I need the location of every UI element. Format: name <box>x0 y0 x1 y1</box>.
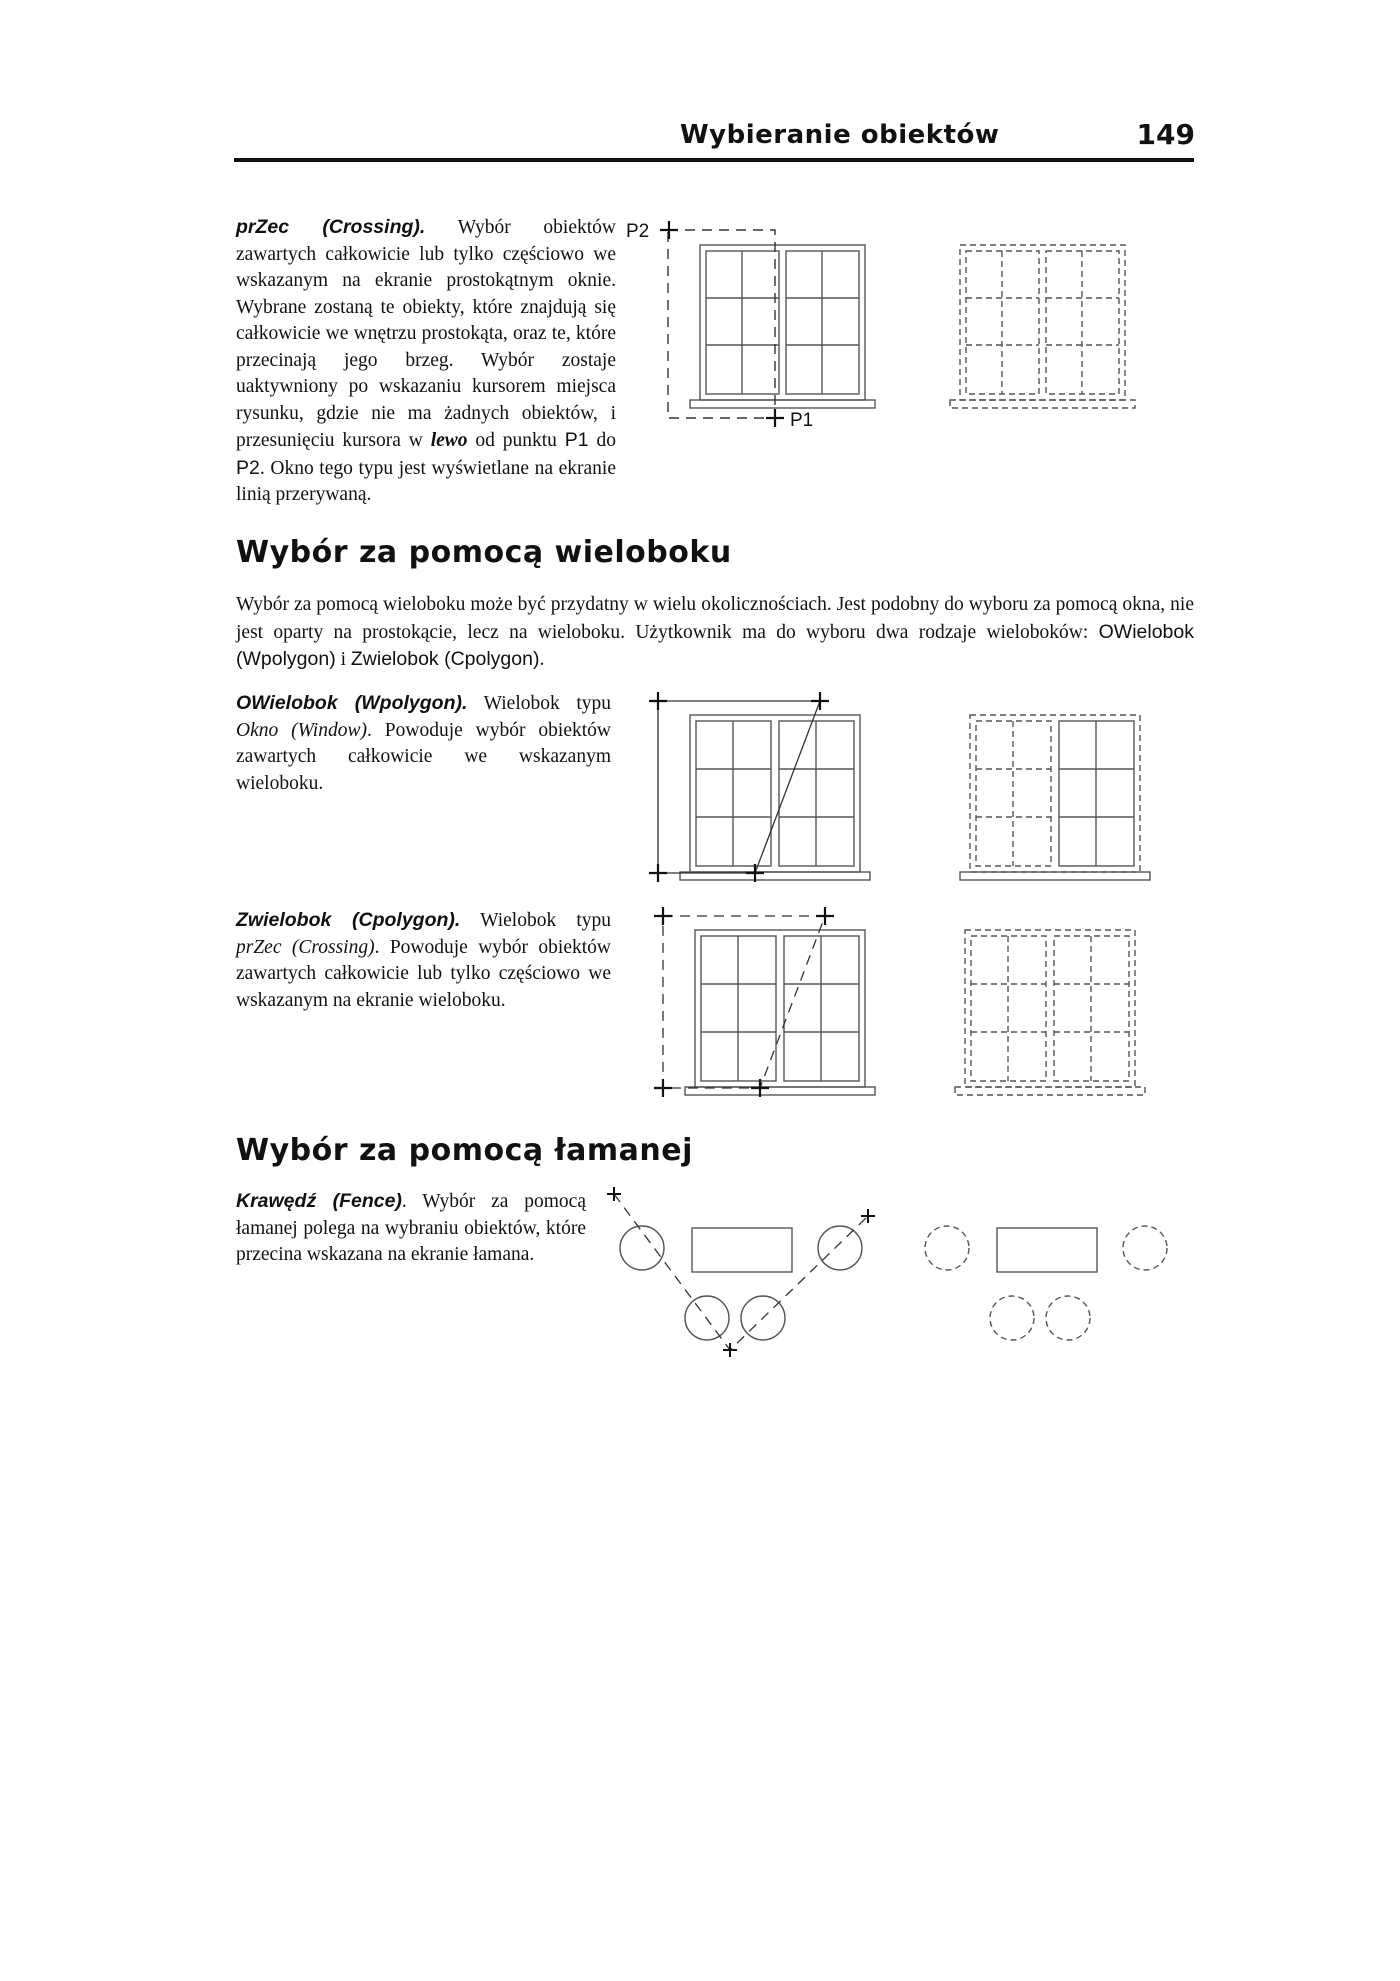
cpolygon-window-selected <box>685 930 875 1095</box>
crossing-paragraph <box>236 214 616 509</box>
polygon-term-2: Zwielobok (Cpolygon) <box>350 648 540 670</box>
cpolygon-paragraph <box>236 907 611 1014</box>
crossing-window-selected <box>690 245 875 408</box>
crossing-text-3: do <box>588 430 616 451</box>
polygon-intro <box>236 592 1194 674</box>
wpolygon-term: Okno (Window) <box>236 719 367 741</box>
wpolygon-outline <box>658 701 820 873</box>
wpolygon-window-selected <box>680 715 870 880</box>
section-heading-polygon: Wybór za pomocą wieloboku <box>236 535 732 570</box>
fence-objects-selected <box>620 1226 862 1340</box>
crossing-text-4: . Okno tego typu jest wyświetlane na ekranie linią przerywaną. <box>236 457 616 505</box>
crossing-p2: P2 <box>236 456 260 479</box>
wpolygon-paragraph <box>236 690 611 797</box>
section-heading-fence: Wybór za pomocą łamanej <box>236 1133 693 1168</box>
wpolygon-text-2: . Powoduje wybór obiektów zawartych całkowicie we wskazanym wieloboku. <box>236 719 611 794</box>
polygon-term-1: OWielobok (Wpolygon) <box>236 620 1194 670</box>
polygon-intro-end: . <box>539 649 545 670</box>
crossing-emph: lewo <box>430 430 468 451</box>
p1-label: P1 <box>790 410 814 431</box>
wpolygon-lead: OWielobok (Wpolygon). <box>236 692 468 714</box>
cpolygon-window-result <box>955 930 1145 1095</box>
wpolygon-window-result <box>960 715 1150 880</box>
crossing-window-result <box>950 245 1135 408</box>
header-rule <box>234 158 1194 162</box>
cpolygon-text-1: Wielobok typu <box>460 910 611 931</box>
fence-figure <box>600 1180 1200 1360</box>
cpolygon-lead: Zwielobok (Cpolygon). <box>236 909 461 931</box>
wpolygon-figure <box>640 685 1200 885</box>
crossing-figure <box>620 210 1200 440</box>
fence-objects-result <box>925 1226 1167 1340</box>
fence-lead: Krawędź (Fence) <box>236 1190 402 1212</box>
crossing-selection-rect <box>668 230 775 418</box>
crossing-p1: P1 <box>564 429 589 451</box>
cpolygon-term: prZec (Crossing) <box>236 936 375 958</box>
wpolygon-text-1: Wielobok typu <box>467 693 611 714</box>
crossing-text-1: Wybór obiektów zawartych całkowicie lub tylko częściowo we wskazanym na ekranie prostokątnym oknie. Wybrane zostaną te obiekty, które znajdują się całkowicie we wnętrzu prostokąta, oraz te, które przecinają jego brzeg. Wybór zostaje uaktywniony po wskazaniu kursorem miejsca rysunku, gdzie nie ma żadnych obiektów, i przesunięciu kursora w <box>236 217 617 451</box>
polygon-intro-mid: i <box>335 649 351 670</box>
p1-cross <box>766 409 784 427</box>
p2-cross <box>660 221 678 239</box>
cpolygon-outline <box>663 916 825 1088</box>
crossing-lead: prZec (Crossing). <box>236 216 426 238</box>
fence-rect-remaining <box>997 1228 1097 1272</box>
page-number: 149 <box>1136 118 1195 151</box>
polygon-intro-text: Wybór za pomocą wieloboku może być przydatny w wielu okolicznościach. Jest podobny do wyboru za pomocą okna, nie jest oparty na prostokącie, lecz na wieloboku. Użytkownik ma do wyboru dwa rodzaje wieloboków: <box>236 594 1194 643</box>
fence-text: . Wybór za pomocą łamanej polega na wybraniu obiektów, które przecina wskazana na ekranie łamana. <box>236 1191 586 1265</box>
fence-paragraph <box>236 1188 586 1269</box>
crossing-text-2: od punktu <box>467 430 565 451</box>
running-header-title: Wybieranie obiektów <box>680 120 1000 150</box>
p2-label: P2 <box>626 221 650 242</box>
cpolygon-text-2: . Powoduje wybór obiektów zawartych całkowicie lub tylko częściowo we wskazanym na ekranie wieloboku. <box>236 936 611 1011</box>
cpolygon-figure <box>645 900 1205 1100</box>
